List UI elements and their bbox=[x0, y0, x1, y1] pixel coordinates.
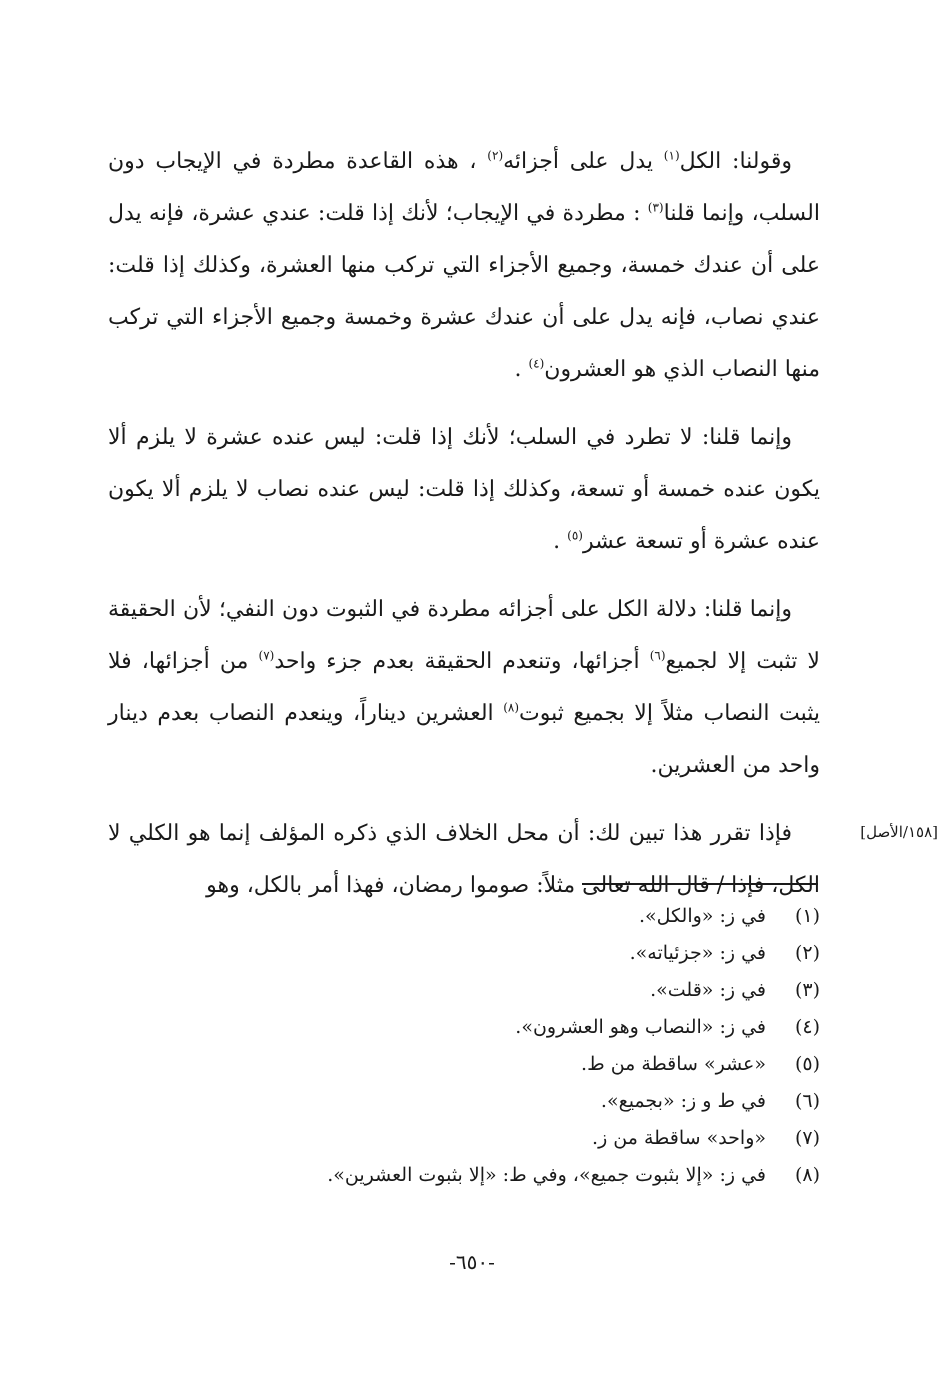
footnote-item bbox=[108, 1046, 820, 1083]
footnote-text: في ط و ز: «بجميع». bbox=[600, 1090, 766, 1112]
text-run: وإنما قلنا: لا تطرد في السلب؛ لأنك إذا قلت: ليس عنده عشرة لا يلزم ألا يكون عنده خمسة أو تسعة، وكذلك إذا قلت: ليس عنده نصاب لا يلزم ألا يكون عنده عشرة أو تسعة عشر bbox=[108, 425, 820, 554]
paragraph-1 bbox=[108, 136, 820, 396]
footnote-text: «عشر» ساقطة من ط. bbox=[581, 1053, 766, 1075]
footnote-number: (٧) bbox=[794, 1127, 820, 1149]
footnote-number: (٢) bbox=[794, 942, 820, 964]
text-run: فإذا تقرر هذا تبين لك: أن محل الخلاف الذي ذكره المؤلف إنما هو الكلي لا الكل، فإذا / قال الله تعالى مثلاً: صوموا رمضان، فهذا أمر بالكل، وهو bbox=[108, 821, 820, 898]
footnote-item bbox=[108, 898, 820, 935]
text-run: أجزائها، وتنعدم الحقيقة بعدم جزء واحد bbox=[274, 649, 650, 674]
footnote-separator bbox=[582, 883, 818, 885]
text-run: يدل على أجزائه bbox=[503, 149, 664, 174]
text-run: العشرين ديناراً، وينعدم النصاب بعدم دينار واحد من العشرين. bbox=[108, 701, 820, 778]
paragraph-4 bbox=[108, 808, 820, 912]
footnote-item bbox=[108, 972, 820, 1009]
footnote-number: (٦) bbox=[794, 1090, 820, 1112]
footnote-ref[interactable]: (٢) bbox=[487, 148, 504, 163]
footnote-number: (٤) bbox=[794, 1016, 820, 1038]
text-run: . bbox=[514, 357, 529, 382]
paragraph-2 bbox=[108, 412, 820, 568]
footnote-text: في ز: «إلا بثبوت جميع»، وفي ط: «إلا بثبوت العشرين». bbox=[327, 1164, 766, 1186]
footnote-number: (٨) bbox=[794, 1164, 820, 1186]
footnote-text: في ز: «النصاب وهو العشرون». bbox=[515, 1016, 766, 1038]
footnote-ref[interactable]: (١) bbox=[663, 148, 680, 163]
footnote-item bbox=[108, 1009, 820, 1046]
footnote-item bbox=[108, 1157, 820, 1194]
footnote-number: (٣) bbox=[794, 979, 820, 1001]
footnote-number: (٥) bbox=[794, 1053, 820, 1075]
footnotes bbox=[108, 898, 820, 1194]
margin-page-reference: [١٥٨/الأصل] bbox=[860, 823, 938, 841]
text-run: من أجزائها، فلا يثبت النصاب مثلاً إلا بجميع ثبوت bbox=[108, 649, 820, 726]
footnote-item bbox=[108, 1120, 820, 1157]
footnote-ref[interactable]: (٨) bbox=[503, 700, 520, 715]
text-run: وإنما قلنا: دلالة الكل على أجزائه مطردة في الثبوت دون النفي؛ لأن الحقيقة لا تثبت إلا لجميع bbox=[108, 597, 820, 674]
footnote-item bbox=[108, 935, 820, 972]
footnote-text: في ز: «جزئياته». bbox=[629, 942, 766, 964]
footnote-item bbox=[108, 1083, 820, 1120]
text-run: ، هذه القاعدة مطردة في الإيجاب دون السلب، وإنما قلنا bbox=[108, 149, 820, 226]
footnote-text: في ز: «قلت». bbox=[650, 979, 766, 1001]
text-run: : مطردة في الإيجاب؛ لأنك إذا قلت: عندي عشرة، فإنه يدل على أن عندك خمسة، وجميع الأجزاء التي تركب منها العشرة، وكذلك إذا قلت: عندي نصاب، فإنه يدل على أن عندك عشرة وخمسة وجميع الأجزاء التي تركب منها النصاب الذي هو العشرون bbox=[108, 201, 820, 382]
footnote-text: في ز: «والكل». bbox=[639, 905, 766, 927]
footnote-ref[interactable]: (٣) bbox=[647, 200, 664, 215]
footnote-number: (١) bbox=[794, 905, 820, 927]
main-text bbox=[108, 136, 820, 928]
page-number: -٦٥٠- bbox=[449, 1250, 495, 1274]
footnote-ref[interactable]: (٤) bbox=[528, 356, 545, 371]
paragraph-3 bbox=[108, 584, 820, 792]
footnote-text: «واحد» ساقطة من ز. bbox=[592, 1127, 766, 1149]
footnote-ref[interactable]: (٦) bbox=[649, 648, 666, 663]
footnote-ref[interactable]: (٧) bbox=[258, 648, 275, 663]
text-run: وقولنا: الكل bbox=[679, 149, 793, 174]
text-run: . bbox=[553, 529, 568, 554]
footnote-ref[interactable]: (٥) bbox=[567, 528, 583, 543]
